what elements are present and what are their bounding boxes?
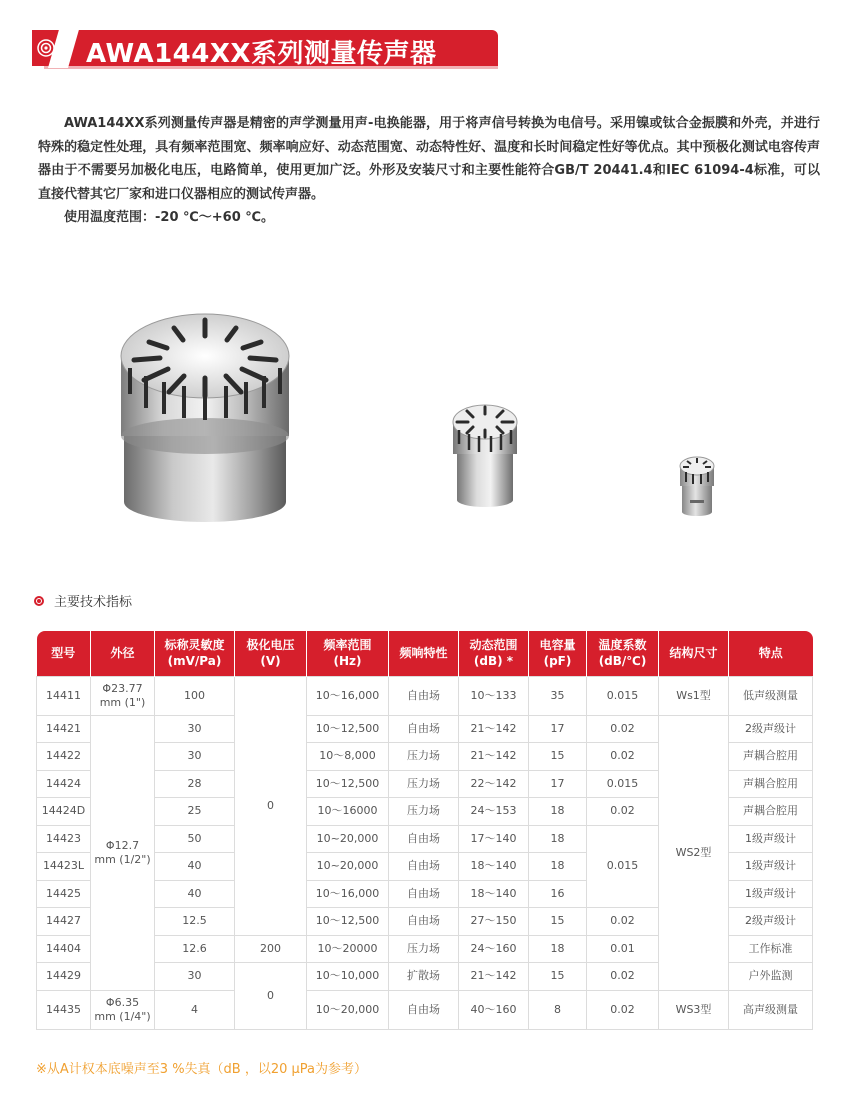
cell-response: 扩散场 <box>389 963 459 991</box>
cell-response: 自由场 <box>389 676 459 715</box>
cell-frequency: 10～8,000 <box>307 743 389 771</box>
cell-sensitivity: 28 <box>155 770 235 798</box>
cell-feature: 1级声级计 <box>729 880 813 908</box>
cell-model: 14435 <box>37 990 91 1029</box>
cell-feature: 2级声级计 <box>729 908 813 936</box>
section-heading <box>34 591 132 610</box>
cell-sensitivity: 25 <box>155 798 235 826</box>
cell-temp-coef: 0.015 <box>587 770 659 798</box>
title-banner <box>32 26 498 68</box>
cell-dynamic: 17～140 <box>459 825 529 853</box>
cell-model: 14411 <box>37 676 91 715</box>
cell-sensitivity: 40 <box>155 853 235 881</box>
cell-model: 14422 <box>37 743 91 771</box>
cell-dynamic: 18～140 <box>459 880 529 908</box>
cell-capacitance: 18 <box>529 798 587 826</box>
cell-model: 14424 <box>37 770 91 798</box>
cell-frequency: 10～16,000 <box>307 676 389 715</box>
cell-model: 14421 <box>37 715 91 743</box>
header-polarization: 极化电压 (V) <box>235 631 307 676</box>
table-footnote: ※从A计权本底噪声至3 %失真（dB ，以20 μPa为参考） <box>36 1062 368 1077</box>
cell-structure: WS2型 <box>659 715 729 990</box>
spec-table <box>36 631 813 1030</box>
cell-frequency: 10～12,500 <box>307 715 389 743</box>
cell-response: 自由场 <box>389 853 459 881</box>
cell-response: 压力场 <box>389 798 459 826</box>
header-feature: 特点 <box>729 631 813 676</box>
table-row <box>37 990 813 1029</box>
cell-capacitance: 18 <box>529 853 587 881</box>
cell-diameter: Φ12.7 mm (1/2") <box>91 715 155 990</box>
cell-response: 压力场 <box>389 770 459 798</box>
cell-sensitivity: 100 <box>155 676 235 715</box>
cell-feature: 声耦合腔用 <box>729 743 813 771</box>
cell-capacitance: 15 <box>529 743 587 771</box>
header-capacitance: 电容量 (pF) <box>529 631 587 676</box>
cell-dynamic: 24～160 <box>459 935 529 963</box>
cell-model: 14424D <box>37 798 91 826</box>
intro-text <box>38 112 820 230</box>
cell-capacitance: 17 <box>529 770 587 798</box>
cell-sensitivity: 30 <box>155 743 235 771</box>
cell-feature: 声耦合腔用 <box>729 798 813 826</box>
cell-polarization: 0 <box>235 676 307 935</box>
cell-temp-coef: 0.02 <box>587 715 659 743</box>
cell-temp-coef: 0.01 <box>587 935 659 963</box>
header-response: 频响特性 <box>389 631 459 676</box>
cell-capacitance: 18 <box>529 825 587 853</box>
temperature-range: 使用温度范围：-20 ℃～+60 ℃。 <box>64 210 275 225</box>
cell-frequency: 10～12,500 <box>307 908 389 936</box>
section-heading-text: 主要技术指标 <box>54 595 133 610</box>
cell-feature: 1级声级计 <box>729 825 813 853</box>
cell-sensitivity: 40 <box>155 880 235 908</box>
cell-model: 14423L <box>37 853 91 881</box>
cell-frequency: 10～10,000 <box>307 963 389 991</box>
cell-model: 14425 <box>37 880 91 908</box>
cell-temp-coef: 0.02 <box>587 990 659 1029</box>
table-header-row <box>37 631 813 676</box>
intro-paragraph: AWA144XX系列测量传声器是精密的声学测量用声-电换能器，用于将声信号转换为电信号。采用镍或钛合金振膜和外壳，并进行特殊的稳定性处理，具有频率范围宽、频率响应好、动态范围宽、动态特性好、温度和长时间稳定性好等优点。其中预极化测试电容传声器由于不需要另加极化电压，电路简单，使用更加广泛。外形及安装尺寸和主要性能符合GB/T 20441.4和IEC 61094-4标准，可以直接代替其它厂家和进口仪器相应的测试传声器。 <box>38 116 820 202</box>
cell-sensitivity: 30 <box>155 963 235 991</box>
cell-feature: 高声级测量 <box>729 990 813 1029</box>
table-row <box>37 715 813 743</box>
cell-dynamic: 21～142 <box>459 715 529 743</box>
cell-frequency: 10～20000 <box>307 935 389 963</box>
cell-response: 自由场 <box>389 825 459 853</box>
cell-dynamic: 40～160 <box>459 990 529 1029</box>
header-model: 型号 <box>37 631 91 676</box>
cell-temp-coef: 0.02 <box>587 908 659 936</box>
cell-feature: 1级声级计 <box>729 853 813 881</box>
cell-frequency: 10～16,000 <box>307 880 389 908</box>
cell-response: 压力场 <box>389 743 459 771</box>
cell-response: 压力场 <box>389 935 459 963</box>
header-dynamic-range: 动态范围 (dB) * <box>459 631 529 676</box>
cell-sensitivity: 30 <box>155 715 235 743</box>
cell-frequency: 10~20,000 <box>307 853 389 881</box>
cell-feature: 工作标准 <box>729 935 813 963</box>
cell-temp-coef: 0.015 <box>587 825 659 908</box>
cell-sensitivity: 12.6 <box>155 935 235 963</box>
cell-dynamic: 21～142 <box>459 963 529 991</box>
cell-model: 14427 <box>37 908 91 936</box>
cell-structure: Ws1型 <box>659 676 729 715</box>
cell-temp-coef: 0.02 <box>587 743 659 771</box>
cell-sensitivity: 50 <box>155 825 235 853</box>
cell-feature: 声耦合腔用 <box>729 770 813 798</box>
header-structure: 结构尺寸 <box>659 631 729 676</box>
cell-response: 自由场 <box>389 908 459 936</box>
cell-dynamic: 18～140 <box>459 853 529 881</box>
cell-response: 自由场 <box>389 715 459 743</box>
cell-dynamic: 22～142 <box>459 770 529 798</box>
cell-diameter: Φ23.77 mm (1") <box>91 676 155 715</box>
cell-model: 14429 <box>37 963 91 991</box>
cell-dynamic: 21～142 <box>459 743 529 771</box>
cell-diameter: Φ6.35 mm (1/4") <box>91 990 155 1029</box>
header-frequency-range: 频率范围 (Hz) <box>307 631 389 676</box>
table-row <box>37 676 813 715</box>
cell-dynamic: 27～150 <box>459 908 529 936</box>
cell-sensitivity: 12.5 <box>155 908 235 936</box>
cell-capacitance: 8 <box>529 990 587 1029</box>
cell-frequency: 10～16000 <box>307 798 389 826</box>
cell-sensitivity: 4 <box>155 990 235 1029</box>
cell-capacitance: 16 <box>529 880 587 908</box>
cell-capacitance: 18 <box>529 935 587 963</box>
cell-temp-coef: 0.02 <box>587 963 659 991</box>
bullet-dot-icon <box>34 596 44 606</box>
cell-polarization: 0 <box>235 963 307 1030</box>
cell-temp-coef: 0.02 <box>587 798 659 826</box>
cell-capacitance: 15 <box>529 963 587 991</box>
header-diameter: 外径 <box>91 631 155 676</box>
cell-structure: WS3型 <box>659 990 729 1029</box>
cell-feature: 低声级测量 <box>729 676 813 715</box>
cell-dynamic: 10～133 <box>459 676 529 715</box>
cell-model: 14404 <box>37 935 91 963</box>
cell-polarization: 200 <box>235 935 307 963</box>
cell-response: 自由场 <box>389 990 459 1029</box>
cell-model: 14423 <box>37 825 91 853</box>
cell-capacitance: 17 <box>529 715 587 743</box>
header-temp-coefficient: 温度系数 (dB/℃) <box>587 631 659 676</box>
cell-frequency: 10~20,000 <box>307 825 389 853</box>
microphone-half-inch-image <box>447 400 523 508</box>
cell-capacitance: 15 <box>529 908 587 936</box>
cell-feature: 2级声级计 <box>729 715 813 743</box>
cell-dynamic: 24～153 <box>459 798 529 826</box>
cell-temp-coef: 0.015 <box>587 676 659 715</box>
microphone-signal-icon <box>36 38 56 58</box>
page-title: AWA144XX系列测量传声器 <box>86 39 437 69</box>
microphone-1-inch-image <box>116 306 294 524</box>
cell-frequency: 10～20,000 <box>307 990 389 1029</box>
cell-response: 自由场 <box>389 880 459 908</box>
cell-frequency: 10～12,500 <box>307 770 389 798</box>
header-sensitivity: 标称灵敏度 (mV/Pa) <box>155 631 235 676</box>
microphone-quarter-inch-image <box>676 454 718 516</box>
cell-capacitance: 35 <box>529 676 587 715</box>
cell-feature: 户外监测 <box>729 963 813 991</box>
